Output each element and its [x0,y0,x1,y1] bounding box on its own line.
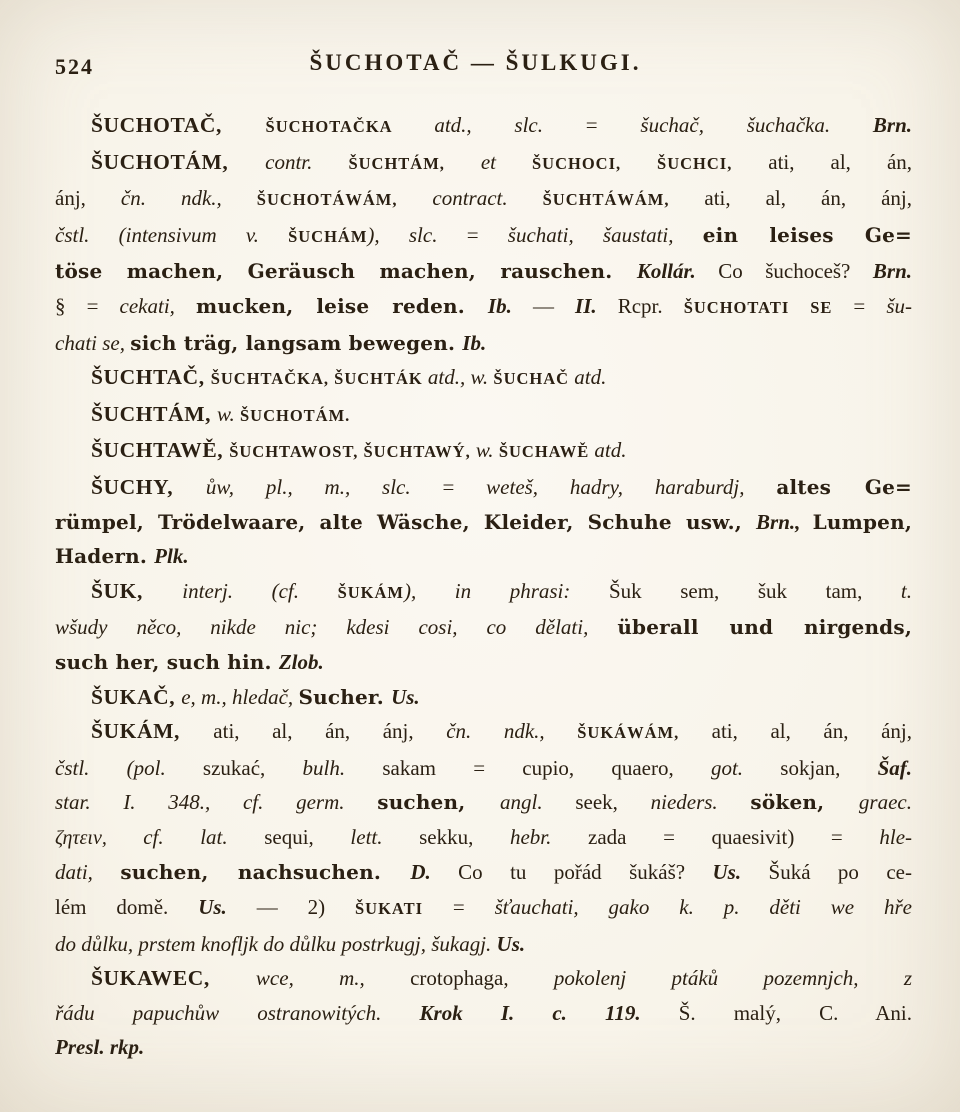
page-number: 524 [55,54,94,79]
plain-text: — 2) [256,895,355,920]
german-gloss: sich träg, langsam bewegen. [130,330,463,355]
italic-text: weteš, hadry, haraburdj, [486,474,777,499]
entry-line [55,751,912,786]
italic-text: e, m., hledač, [181,684,299,709]
small-caps-form: ŠUCHOCI, ŠUCHCI, [532,153,769,173]
plain-text: = [466,222,508,247]
entry-line [55,996,912,1031]
small-caps-form: ŠUCHTÁWÁM, [542,190,705,210]
plain-text: — [532,293,576,318]
italic-text: čstl. (intensivum v. [55,222,289,247]
entry-line [55,289,912,326]
plain-text: ati, al, án, ánj, [704,186,912,211]
source-citation: Us. [712,860,769,885]
italic-text: ůw, pl., m., slc. [205,474,443,499]
german-gloss: Lumpen, [812,509,912,534]
entry-line [55,1030,912,1065]
german-gloss: such her, such hin. [55,649,279,674]
plain-text: zada = quaesivit) = [588,824,880,849]
italic-text: angl. [500,790,576,815]
entry-line [55,218,912,255]
italic-text: got. [710,755,781,780]
entries [55,108,912,1065]
plain-text: = [452,895,495,920]
german-gloss: suchen, nachsuchen. [120,860,411,885]
small-caps-form: ŠUCHAWĚ [498,442,595,462]
italic-text: atd., slc. [434,113,586,137]
headword: ŠUKAČ, [91,684,182,709]
entry-line [55,145,912,182]
source-citation: Kollár. [636,259,719,284]
small-caps-form: ŠUKATI [355,899,453,919]
plain-text: = [585,113,641,137]
entry-line [55,610,912,645]
german-gloss: Hadern. [55,544,155,569]
italic-text: čn. ndk., [446,719,578,744]
greek-text: ζητειν, [55,826,144,849]
german-gloss: mucken, leise reden. [195,293,488,318]
entry-line [55,855,912,890]
plain-text: ati, al, án, ánj, [711,719,912,744]
italic-text: wšudy něco, nikde nic; kdesi cosi, co dělati, [55,615,618,640]
italic-text: w. [217,401,240,426]
plain-text: crotophaga, [410,966,554,991]
plain-text: Š. malý, C. Ani. [678,1000,913,1025]
source-citation: Ib. [487,293,533,318]
italic-text: wce, m., [255,966,411,991]
source-citation: Us. [391,684,420,709]
source-citation: Brn., [756,509,813,534]
plain-text: sekku, [419,824,510,849]
headword: ŠUK, [91,578,183,603]
german-gloss: rümpel, Trödelwaare, alte Wäsche, Kleider, Schuhe usw., [55,509,757,534]
italic-text: hebr. [509,824,588,849]
german-gloss: söken, [750,790,859,815]
plain-text: Co šuchoceš? [718,259,873,284]
small-caps-form: ŠUKÁM [337,582,404,602]
dictionary-entry [55,145,912,361]
dictionary-entry [55,360,912,397]
small-caps-form: ŠUKÁWÁM, [577,723,712,743]
headword: ŠUCHTAWĚ, [91,438,230,463]
dictionary-entry [55,961,912,1065]
small-caps-form: ŠUCHOTÁM. [240,405,351,425]
entry-line [55,433,912,470]
italic-text: chati se, [55,330,131,355]
dictionary-entry [55,470,912,574]
plain-text: Rcpr. [617,293,684,318]
entry-line [55,254,912,289]
entry-line [55,961,912,996]
italic-text: et [480,149,532,174]
dictionary-entry [55,433,912,470]
dictionary-entry [55,397,912,434]
headword: ŠUCHTAČ, [91,365,211,390]
italic-text: čn. ndk., [120,186,257,211]
small-caps-form: ŠUCHTÁM, [348,153,481,173]
german-gloss: Sucher. [298,684,392,709]
italic-text: lett. [350,824,420,849]
plain-text: szukać, [202,755,303,780]
dictionary-entry [55,574,912,680]
italic-text: hle- [879,824,913,849]
plain-text: lém domě. [55,895,199,920]
source-citation: Krok I. c. 119. [419,1000,679,1025]
entry-line [55,645,912,680]
entry-line [55,820,912,856]
running-header: ŠUCHOTAČ — ŠULKUGI. [309,50,642,75]
italic-text: star. I. 348., cf. germ. [55,790,378,815]
source-citation: Ib. [462,330,487,355]
italic-text: contract. [432,186,543,211]
italic-text: t. [900,578,913,603]
plain-text: sokjan, [780,755,878,780]
italic-text: šuchati, šaustati, [507,222,703,247]
source-citation: Brn. [872,259,912,284]
german-gloss: überall und nirgends, [617,615,912,640]
plain-text: Co tu pořád šukáš? [458,860,713,885]
italic-text: řádu papuchůw ostranowitých. [55,1000,420,1025]
italic-text: šuchač, šuchačka. [640,113,873,137]
italic-text: w. [475,438,499,463]
headword: ŠUKAWEC, [91,966,256,991]
source-citation: Zlob. [278,649,324,674]
source-citation: Presl. rkp. [55,1035,145,1060]
plain-text: § = [55,293,120,318]
plain-text: seek, [575,790,651,815]
plain-text: ánj, [55,186,121,211]
italic-text: dati, [55,860,121,885]
source-citation: D. [410,860,459,885]
italic-text: cf. lat. [143,824,265,849]
italic-text: atd. [594,438,627,463]
headword: ŠUKÁM, [91,719,214,744]
italic-text: contr. [265,149,349,174]
small-caps-form: ŠUCHTAWOST, ŠUCHTAWÝ, [229,442,476,462]
italic-text: šťauchati, gako k. p. děti we hře [494,895,912,920]
italic-text: ), in phrasi: [404,578,609,603]
headword: ŠUCHTÁM, [91,401,218,426]
entry-line [55,539,912,574]
entry-line [55,680,912,715]
entry-line [55,397,912,434]
small-caps-form: ŠUCHÁM [288,226,368,246]
plain-text: = [853,293,887,318]
small-caps-form: ŠUCHAČ [493,369,575,389]
italic-text: atd., w. [427,365,494,390]
source-citation: Us. [496,931,526,956]
german-gloss: ein leises Ge= [702,222,913,247]
italic-text: ), slc. [367,222,467,247]
source-citation: Plk. [154,544,189,569]
small-caps-form: ŠUCHTAČKA, ŠUCHTÁK [210,369,428,389]
plain-text: = [442,474,487,499]
entry-line [55,326,912,361]
entry-line [55,108,912,145]
entry-line [55,714,912,751]
plain-text: ati, al, án, ánj, [213,719,447,744]
entry-line [55,360,912,397]
german-gloss: töse machen, Geräusch machen, rauschen. [55,259,637,284]
entry-line [55,574,912,611]
headword: ŠUCHY, [91,474,206,499]
entry-line [55,890,912,927]
entry-line [55,505,912,540]
italic-text: pokolenj ptáků pozemnjch, z [553,966,913,991]
plain-text: sakam = cupio, quaero, [382,755,711,780]
dictionary-entry [55,714,912,961]
dictionary-entry [55,108,912,145]
italic-text: cekati, [119,293,196,318]
plain-text: ati, al, án, [768,149,913,174]
source-citation: Brn. [872,113,912,137]
plain-text: Šuká po ce- [768,860,912,885]
source-citation: II. [575,293,618,318]
source-citation: Us. [198,895,257,920]
headword: ŠUCHOTAČ, [91,113,266,137]
entry-line [55,785,912,820]
entry-line [55,470,912,505]
italic-text: bulh. [302,755,383,780]
italic-text: graec. [858,790,912,815]
german-gloss: altes Ge= [776,474,913,499]
small-caps-form: ŠUCHOTÁWÁM, [256,190,433,210]
italic-text: čstl. (pol. [55,755,203,780]
small-caps-form: ŠUCHOTATI SE [683,297,854,317]
entry-line [55,181,912,218]
italic-text: šu- [886,293,913,318]
plain-text: sequi, [264,824,351,849]
plain-text: Šuk sem, šuk tam, [608,578,901,603]
italic-text: atd. [574,365,607,390]
dictionary-entry [55,680,912,715]
italic-text: interj. (cf. [182,578,338,603]
headword: ŠUCHOTÁM, [91,149,266,174]
italic-text: nieders. [650,790,751,815]
page-header [55,50,912,90]
small-caps-form: ŠUCHOTAČKA [265,117,435,136]
source-citation: Šaf. [877,755,912,780]
entry-line [55,927,912,962]
italic-text: do důlku, prstem knofljk do důlku postrkugj, šukagj. [55,931,497,956]
german-gloss: suchen, [377,790,501,815]
